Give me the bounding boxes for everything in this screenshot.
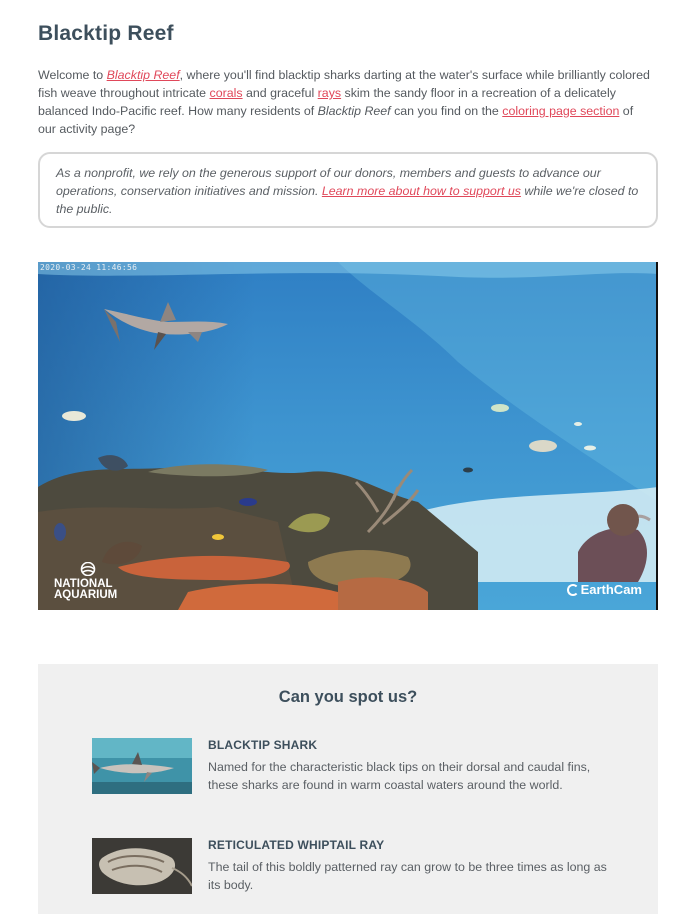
intro-text: , where you'll find blacktip sharks darting at the water's surface while brilliantly colored fish weave throughout intricate (38, 68, 650, 100)
corals-link[interactable]: corals (209, 86, 243, 100)
blacktip-shark-thumbnail (92, 738, 192, 794)
logo-line: NATIONAL (54, 578, 113, 590)
blacktip-reef-link[interactable]: Blacktip Reef (106, 68, 180, 82)
intro-text: and graceful (242, 86, 318, 100)
spot-us-panel (38, 664, 658, 914)
intro-text: Welcome to (38, 68, 107, 82)
item-name: RETICULATED WHIPTAIL RAY (208, 838, 385, 852)
wave-icon (78, 562, 98, 576)
item-description: Named for the characteristic black tips on their dorsal and caudal fins, these sharks are found in warm coastal waters around the world. (208, 760, 591, 792)
callout-text: As a nonprofit, we rely on the generous support of our donors, members and guests to advance our operations, conservation initiatives and mission. (56, 166, 601, 198)
earthcam-ring-icon (567, 584, 579, 596)
item-name: BLACKTIP SHARK (208, 738, 318, 752)
coloring-page-link[interactable]: coloring page section (502, 104, 620, 118)
camera-timestamp: 2020-03-24 11:46:56 (40, 263, 138, 272)
ray-image (92, 838, 192, 894)
item-description: The tail of this boldly patterned ray can grow to be three times as long as its body. (208, 860, 607, 892)
callout-text: while we're closed to the public. (56, 184, 639, 216)
shark-image (92, 738, 192, 794)
live-camera-feed[interactable] (38, 262, 658, 610)
page-title: Blacktip Reef (38, 22, 174, 45)
spot-title: Can you spot us? (278, 688, 418, 706)
whiptail-ray-thumbnail (92, 838, 192, 894)
intro-paragraph (38, 66, 650, 138)
support-callout (38, 152, 658, 228)
intro-text: of our activity page? (38, 104, 634, 136)
intro-emphasis: Blacktip Reef (317, 104, 391, 118)
support-link[interactable]: Learn more about how to support us (321, 184, 521, 198)
earthcam-label: EarthCam (580, 582, 642, 597)
earthcam-logo (567, 582, 642, 597)
reef-scene-image (38, 262, 658, 610)
intro-text: skim the sandy floor in a recreation of a delicately balanced Indo-Pacific reef. How many residents of (38, 86, 616, 118)
logo-line: AQUARIUM (54, 589, 118, 601)
intro-text: can you find on the (390, 104, 503, 118)
rays-link[interactable]: rays (317, 86, 342, 100)
national-aquarium-logo (54, 562, 117, 601)
